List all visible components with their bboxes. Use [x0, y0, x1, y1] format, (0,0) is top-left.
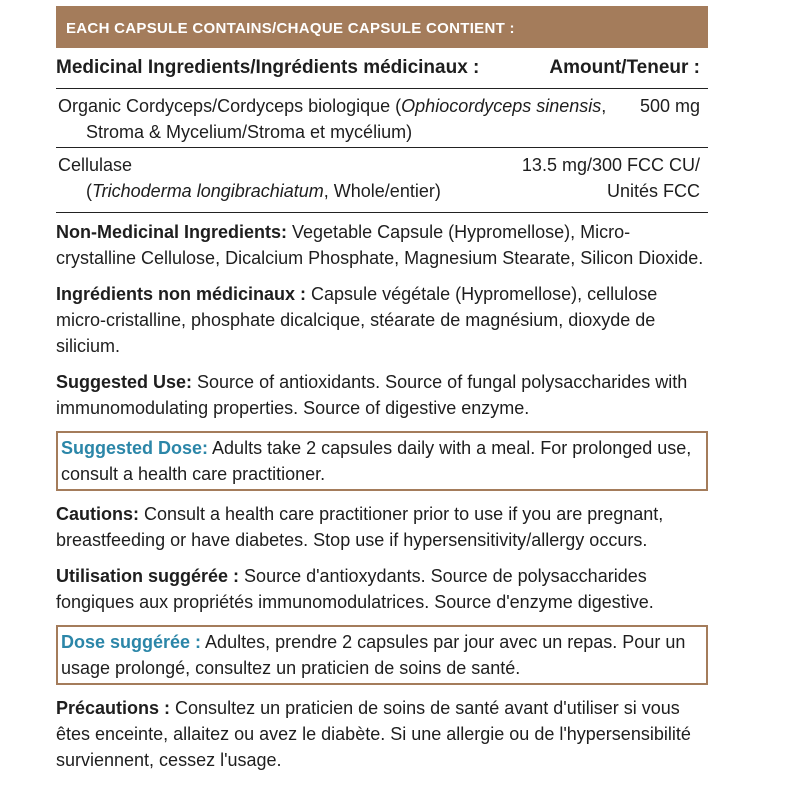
ingredient-amount: 500 mg [639, 96, 700, 116]
suggested-dose-box-fr [56, 625, 708, 685]
ingredient-text: , [601, 96, 607, 116]
supplement-label [56, 6, 708, 773]
section-label: Utilisation suggérée : [56, 566, 240, 586]
ingredients-table-header [56, 48, 708, 89]
ingredient-name [58, 152, 441, 204]
capsule-contents-banner: EACH CAPSULE CONTAINS/CHAQUE CAPSULE CONTIENT : [56, 6, 708, 48]
ingredient-name [58, 93, 606, 145]
section-text: Adultes, prendre 2 capsules par jour avec un repas. Pour un usage prolongé, consultez un praticien de soins de santé. [61, 632, 686, 678]
ingredient-text: , Whole/entier) [323, 181, 441, 201]
latin-name: Ophiocordyceps sinensis [401, 96, 602, 116]
section-label: Précautions : [56, 698, 171, 718]
ingredient-line-2: Stroma & Mycelium/Stroma et mycélium) [86, 122, 413, 142]
amount-line-2: Unités FCC [606, 181, 700, 201]
section-label: Suggested Dose: [61, 438, 209, 458]
ingredient-text: Organic Cordyceps/Cordyceps biologique ( [58, 96, 402, 116]
ingredient-row-cellulase [56, 148, 708, 213]
section-text: Consult a health care practitioner prior to use if you are pregnant, breastfeeding or have diabetes. Stop use if hypersensitivity/allergy occurs. [56, 504, 664, 550]
section-text: Consultez un praticien de soins de santé avant d'utiliser si vous êtes enceinte, allaitez ou avez le diabète. Si une allergie ou de l'hypersensibilité surviennent, cessez l'usage. [56, 698, 691, 770]
amount-line-1: 13.5 mg/300 FCC CU/ [521, 155, 700, 175]
section-text: Capsule végétale (Hypromellose), cellulose micro-cristalline, phosphate dicalcique, stéarate de magnésium, dioxyde de silicium. [56, 284, 658, 356]
suggested-dose-en [61, 435, 704, 487]
ingredient-row-cordyceps [56, 89, 708, 148]
ingredient-line-1 [58, 93, 606, 119]
latin-name: Trichoderma longibrachiatum [92, 181, 324, 201]
section-label: Suggested Use: [56, 372, 193, 392]
section-label: Cautions: [56, 504, 139, 524]
section-text: Vegetable Capsule (Hypromellose), Micro-crystalline Cellulose, Dicalcium Phosphate, Magnesium Stearate, Silicon Dioxide. [56, 222, 704, 268]
suggested-use-en [56, 369, 708, 421]
non-medicinal-ingredients-fr [56, 281, 708, 359]
ingredient-line-1: Cellulase [58, 155, 133, 175]
suggested-dose-box-en [56, 431, 708, 491]
cautions-fr [56, 695, 708, 773]
suggested-dose-fr [61, 629, 704, 681]
amount-heading: Amount/Teneur : [549, 57, 700, 78]
section-label: Dose suggérée : [61, 632, 202, 652]
section-text: Source of antioxidants. Source of fungal polysaccharides with immunomodulating properties. Source of digestive enzyme. [56, 372, 688, 418]
section-text: Adults take 2 capsules daily with a meal. For prolonged use, consult a health care practitioner. [61, 438, 692, 484]
ingredient-line-2 [58, 178, 441, 204]
suggested-use-fr [56, 563, 708, 615]
medicinal-ingredients-heading: Medicinal Ingredients/Ingrédients médicinaux : [56, 57, 480, 78]
section-text: Source d'antioxydants. Source de polysaccharides fongiques aux propriétés immunomodulatrices. Source d'enzyme digestive. [56, 566, 654, 612]
ingredient-amount [522, 152, 700, 204]
non-medicinal-ingredients-en [56, 219, 708, 271]
cautions-en [56, 501, 708, 553]
section-label: Ingrédients non médicinaux : [56, 284, 307, 304]
section-label: Non-Medicinal Ingredients: [56, 222, 288, 242]
ingredient-text: ( [86, 181, 92, 201]
